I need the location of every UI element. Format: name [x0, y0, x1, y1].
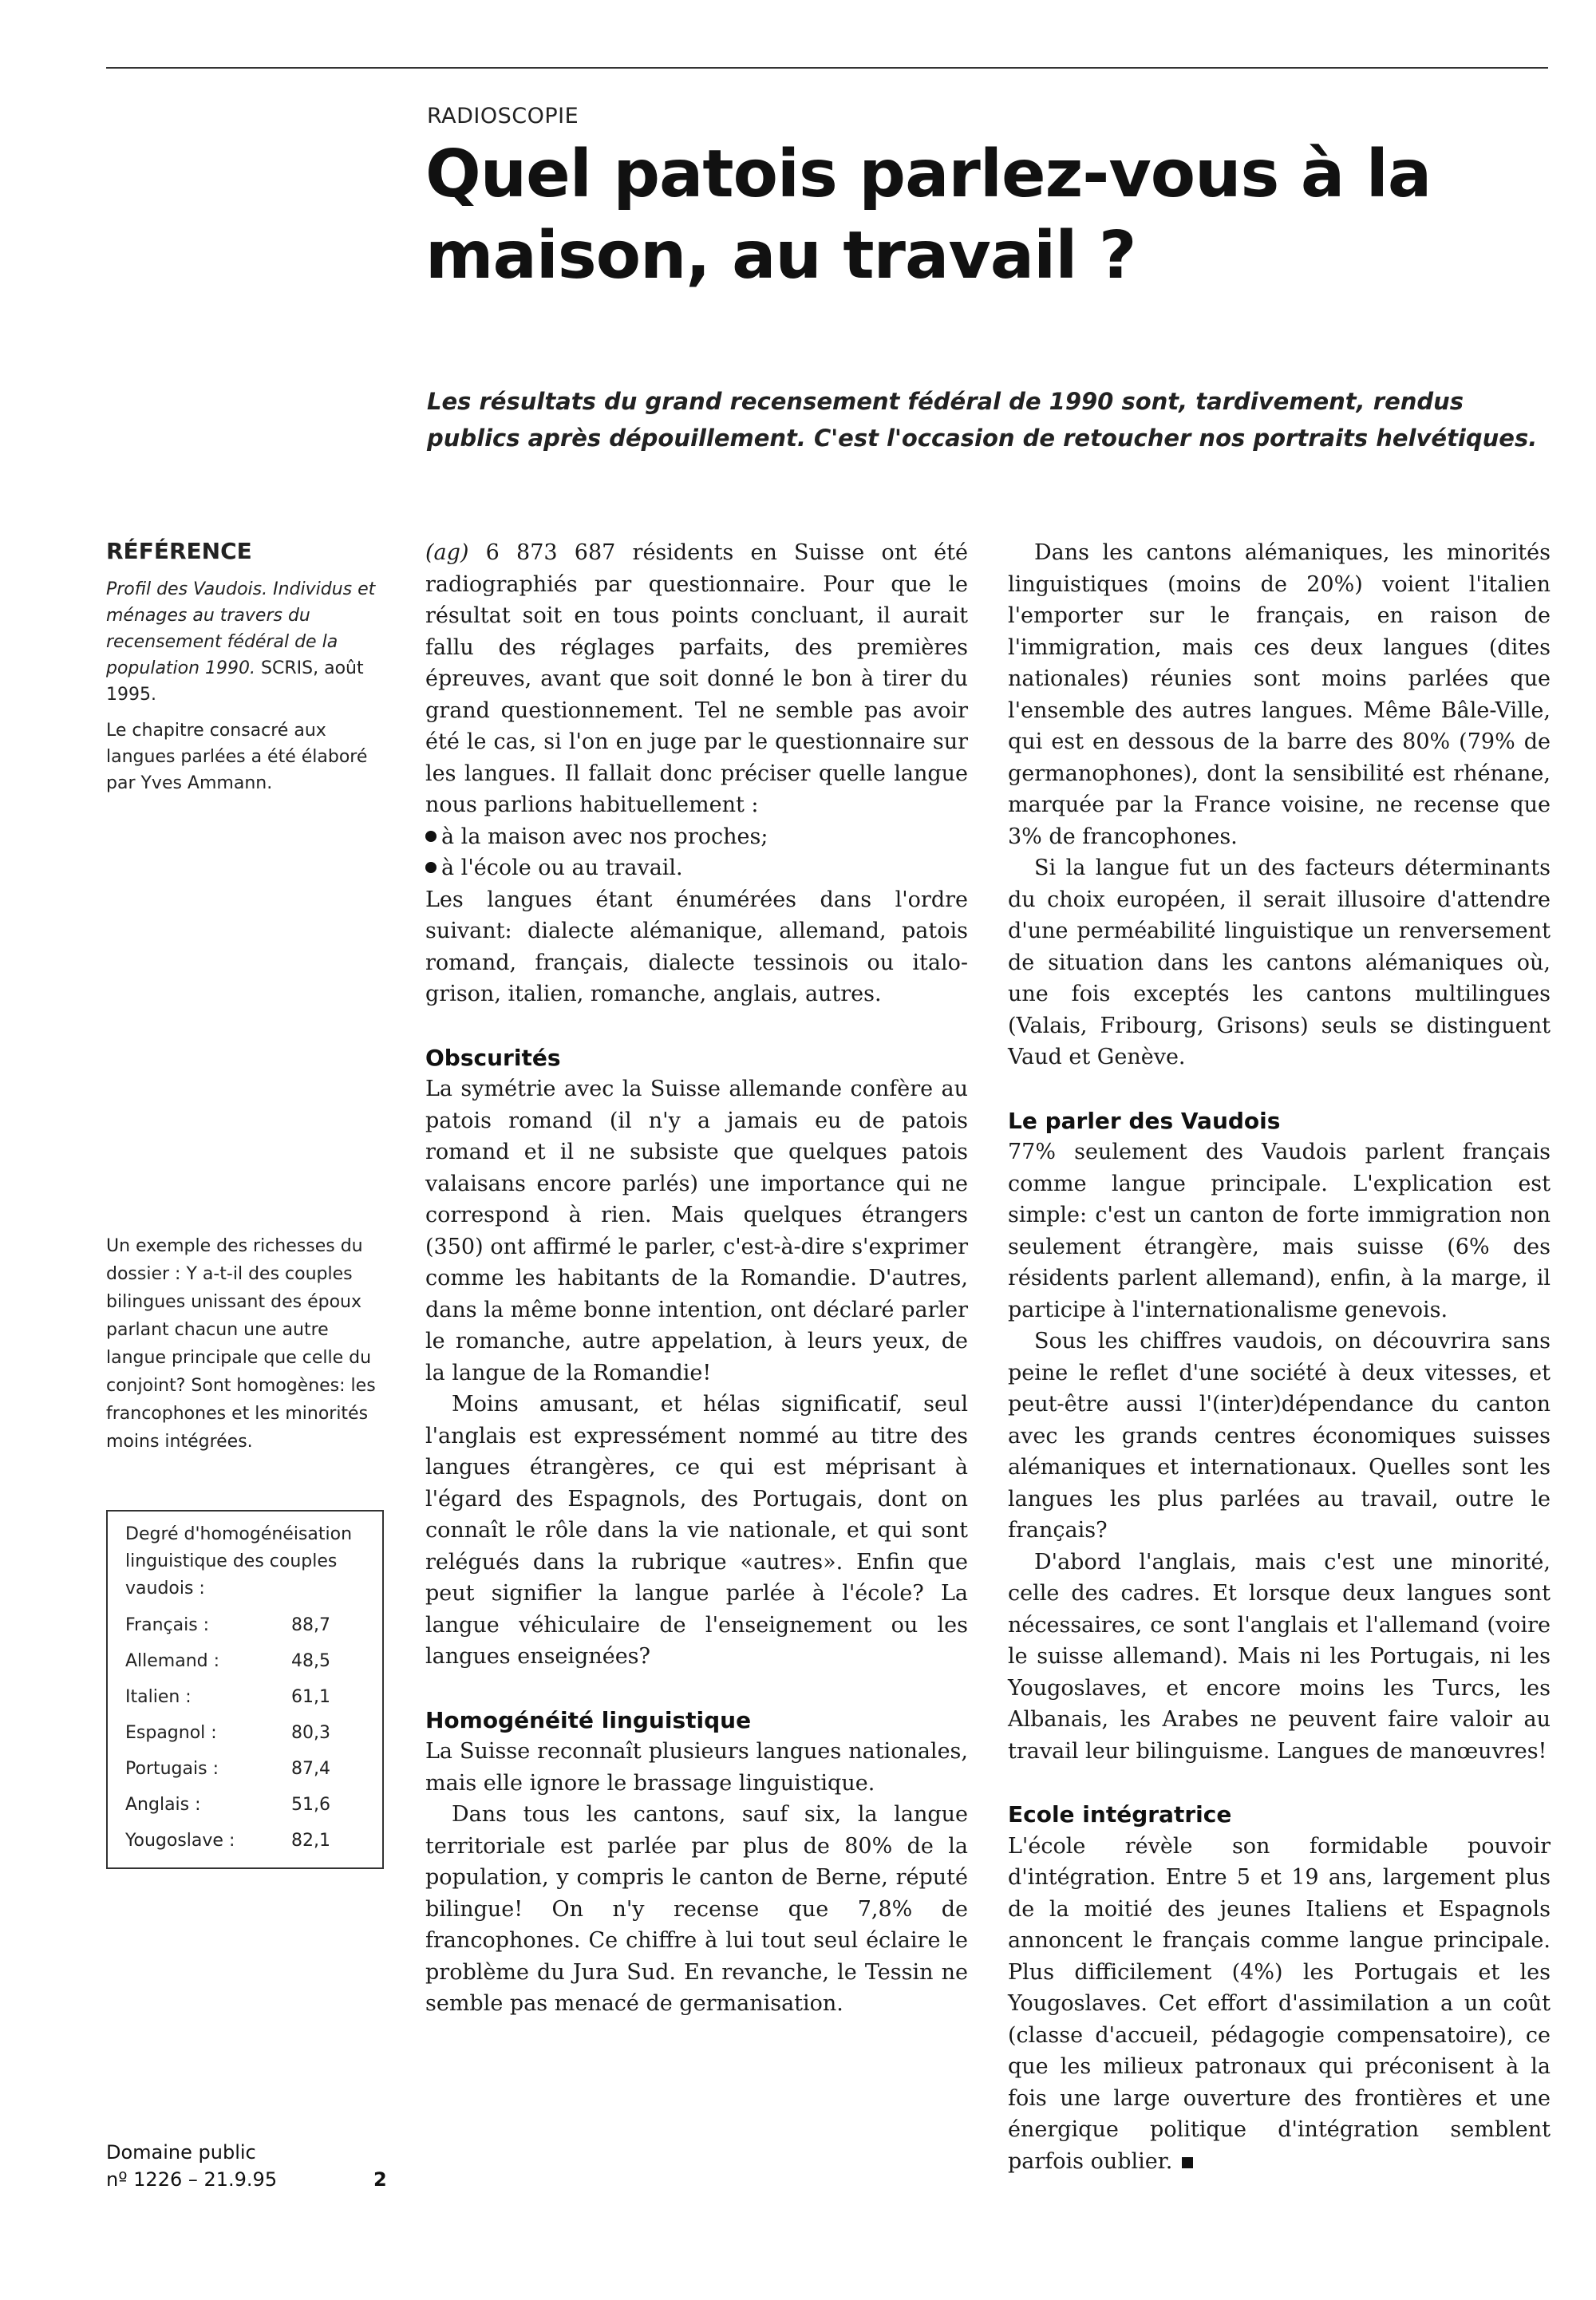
table-row [125, 1679, 369, 1715]
paragraph: Moins amusant, et hélas significatif, seul l'anglais est expressément nommé au titre des langues étrangères, ce qui est méprisant à l'égard des Espagnols, des Portugais, dont on connaît le rôle dans la vie nationale, et qui sont relégués dans la rubrique «autres». Enfin que peut signifier la langue parlée à l'école? La langue véhiculaire de l'enseignement ou les langues enseignées? [425, 1392, 968, 1669]
paragraph: Dans les cantons alémaniques, les minorités linguistiques (moins de 20%) voient l'italien l'emporter sur le français, en raison de l'immigration, mais ces deux langues (dites nationales) réunies sont moins parlées que l'ensemble des autres langues. Même Bâle-Ville, qui est en dessous de la barre des 80% (79% de germanophones), dont la sensibilité est rhénane, marquée par la France voisine, ne recense que 3% de francophones. [1008, 540, 1551, 849]
page-number: 2 [373, 2168, 387, 2191]
reference-citation [106, 576, 385, 708]
author-initials: (ag) [425, 540, 469, 565]
list-item-text: à l'école ou au travail. [441, 856, 683, 880]
intro-text: 6 873 687 résidents en Suisse ont été radiographiés par questionnaire. Pour que le résultat soit en tous points concluant, il aurait fallu des réglages parfaits, des premières épreuves, avant que soit donné le bon à tirer du grand questionnement. Tel ne semble pas avoir été le cas, si l'on en juge par le questionnaire sur les langues. Il fallait donc préciser quelle langue nous parlions habituellement : [425, 540, 968, 817]
article-title: Quel patois parlez-vous à la maison, au travail ? [425, 136, 1432, 294]
reference-block [106, 576, 385, 806]
issue-number: nº 1226 – 21.9.95 [106, 2168, 278, 2191]
table-row [125, 1607, 369, 1643]
paragraph: Sous les chiffres vaudois, on découvrira sans peine le reflet d'une société à deux vitesses, et peut-être aussi l'(inter)dépendance du canton avec les grands centres économiques suisses alémaniques et internationaux. Quelles sont les langues les plus parlées au travail, outre le français? [1008, 1329, 1551, 1543]
intro-paragraph [425, 537, 968, 821]
table-row-value: 88,7 [291, 1615, 330, 1635]
reference-note: Le chapitre consacré aux langues parlées a été élaboré par Yves Ammann. [106, 721, 368, 793]
bullet-icon [425, 831, 437, 842]
table-row-value: 80,3 [291, 1723, 330, 1743]
paragraph: Si la langue fut un des facteurs déterminants du choix européen, il serait illusoire d'attendre d'une perméabilité linguistique un renversement de situation dans les cantons alémaniques où, une fois exceptés les cantons multilingues (Valais, Fribourg, Grisons) seuls se distinguent Vaud et Genève. [1008, 856, 1551, 1069]
section-heading-homogeneite: Homogénéité linguistique [425, 1706, 752, 1733]
list-item [425, 821, 968, 853]
table-row-language: Italien : [125, 1687, 192, 1707]
table-row [125, 1715, 369, 1751]
paragraph: Les langues étant énumérées dans l'ordre suivant: dialecte alémanique, allemand, patois romand, français, dialecte tessinois ou italo-grison, italien, romanche, anglais, autres. [425, 887, 968, 1006]
paragraph: La Suisse reconnaît plusieurs langues nationales, mais elle ignore le brassage linguistique. [425, 1739, 968, 1796]
table-row-language: Yougoslave : [125, 1831, 235, 1851]
reference-citation-title: Profil des Vaudois. Individus et ménages au travers du recensement fédéral de la population 1990. [106, 579, 376, 678]
table-row-language: Portugais : [125, 1759, 219, 1779]
table-row [125, 1751, 369, 1787]
section-heading-vaudois: Le parler des Vaudois [1008, 1107, 1281, 1134]
paragraph: Dans tous les cantons, sauf six, la langue territoriale est parlée par plus de 80% de la population, y compris le canton de Berne, réputé bilingue! On n'y recense que 7,8% de francophones. Ce chiffre à lui tout seul éclaire le problème du Jura Sud. En revanche, le Tessin ne semble pas menacé de germanisation. [425, 1802, 968, 2016]
section-heading-ecole: Ecole intégratrice [1008, 1801, 1232, 1828]
section-kicker: RADIOSCOPIE [427, 104, 579, 128]
article-column-1 [425, 537, 968, 2020]
paragraph-text: L'école révèle son formidable pouvoir d'intégration. Entre 5 et 19 ans, largement plus de la moitié des jeunes Italiens et Espagnols annoncent le français comme langue principale. Plus difficilement (4%) les Portugais et les Yougoslaves. Cet effort d'assimilation a un coût (classe d'accueil, pédagogie compensatoire), ce que les milieux patronaux qui préconisent à la fois une large ouverture des frontières et une énergique politique d'intégration semblent parfois oublier. [1008, 1833, 1551, 2174]
list-item-text: à la maison avec nos proches; [441, 824, 768, 849]
table-row [125, 1787, 369, 1823]
table-row-value: 82,1 [291, 1831, 330, 1851]
paragraph: D'abord l'anglais, mais c'est une minorité, celle des cadres. Et lorsque deux langues sont nécessaires, ce sont l'anglais et l'allemand (voire le suisse allemand). Mais ni les Portugais, ni les Yougoslaves, et encore moins les Turcs, les Albanais, les Arabes ne peuvent faire valoir au travail leur bilinguisme. Langues de manœuvres! [1008, 1549, 1551, 1764]
paragraph: La symétrie avec la Suisse allemande confère au patois romand (il n'y a jamais eu de patois romand et il ne subsiste que quelques patois valaisans encore parlés) une importance qui ne correspond à rien. Mais quelques étrangers (350) ont affirmé le parler, c'est-à-dire s'exprimer comme les habitants de la Romandie. D'autres, dans la même bonne intention, ont déclaré parler le romanche, autre appelation, à leurs yeux, de la langue de la Romandie! [425, 1077, 968, 1385]
table-row-value: 87,4 [291, 1759, 330, 1779]
table-row-value: 48,5 [291, 1651, 330, 1671]
table-row-language: Espagnol : [125, 1723, 217, 1743]
table-row [125, 1643, 369, 1679]
article-column-2 [1008, 537, 1551, 2177]
bullet-icon [425, 862, 437, 873]
table-row-language: Anglais : [125, 1795, 201, 1815]
page-footer [106, 2139, 401, 2193]
article-lead: Les résultats du grand recensement fédéral de 1990 sont, tardivement, rendus publics après dépouillement. C'est l'occasion de retoucher nos portraits helvétiques. [427, 388, 1538, 452]
reference-heading: RÉFÉRENCE [106, 538, 252, 564]
homogeneity-table-title: Degré d'homogénéisation linguistique des couples vaudois : [125, 1524, 353, 1599]
paragraph: 77% seulement des Vaudois parlent français comme langue principale. L'explication est simple: c'est un canton de forte immigration non seulement étrangère, mais suisse (6% des résidents parlent allemand), enfin, à la marge, il participe à l'internationalisme genevois. [1008, 1140, 1551, 1322]
table-row [125, 1823, 369, 1859]
end-mark-icon [1182, 2157, 1193, 2168]
top-rule [106, 67, 1548, 69]
table-row-language: Français : [125, 1615, 210, 1635]
table-row-value: 61,1 [291, 1687, 330, 1707]
homogeneity-table [106, 1510, 384, 1869]
section-heading-obscurites: Obscurités [425, 1044, 561, 1071]
publication-name: Domaine public [106, 2141, 256, 2164]
list-item [425, 852, 968, 884]
reference-citation-source: SCRIS, août 1995. [106, 658, 364, 705]
closing-paragraph [1008, 1831, 1551, 2178]
table-row-value: 51,6 [291, 1795, 330, 1815]
sidebar-example-text: Un exemple des richesses du dossier : Y a-t-il des couples bilingues unissant des époux parlant chacun une autre langue principale que celle du conjoint? Sont homogènes: les francophones et les minorités moins intégrées. [106, 1236, 376, 1452]
table-row-language: Allemand : [125, 1651, 220, 1671]
